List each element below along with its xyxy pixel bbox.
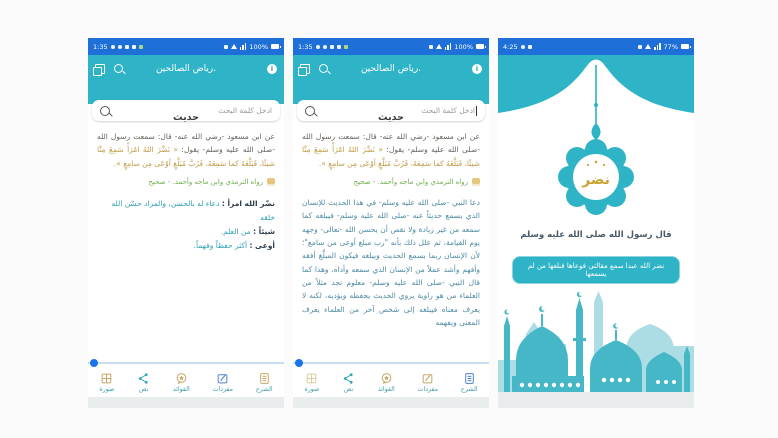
hadith-content [302, 104, 480, 364]
narration-intro: عن ابن مسعود -رضي الله عنه- قال: سمعت رسول الله -صلى الله عليه وسلم- يقول: [302, 132, 480, 155]
status-bar [498, 38, 694, 55]
tab-label: صورة [304, 386, 320, 393]
document-lines-icon [463, 372, 476, 385]
hadith-text: « نَضَّرَ اللهُ امْرَأً سَمِعَ مِنَّا شيئًا، فَبَلَّغَهُ كما سَمِعَهُ، فَرُبَّ مُبَلَّغٍ أوْعَى مِن سامِعٍ ». [97, 145, 275, 168]
tab-nass[interactable] [342, 372, 355, 393]
tab-label: الشرح [255, 386, 273, 393]
mosque-skyline-artwork [498, 288, 694, 392]
status-bar [293, 38, 489, 55]
svg-text:نضر: نضر [582, 172, 610, 188]
share-icon [342, 372, 355, 385]
status-time: 1:35 [93, 42, 108, 51]
hadith-seekbar[interactable] [88, 362, 284, 364]
hadith-seekbar[interactable] [293, 362, 489, 364]
notification-icon [337, 45, 341, 49]
image-grid-icon [305, 372, 318, 385]
vocab-list [97, 197, 275, 253]
search-placeholder: ادخل كلمة البحث [421, 106, 475, 115]
tab-label: نص [138, 386, 149, 393]
tab-mufradat[interactable] [418, 372, 439, 393]
vocab-entry [97, 197, 275, 225]
attribution-text: رواه الترمذي وابن ماجه وأحمد. - صحيح [353, 178, 468, 187]
app-header [88, 55, 284, 115]
notification-icon [330, 45, 334, 49]
pages-icon[interactable] [300, 64, 310, 74]
wifi-icon [645, 44, 651, 49]
status-bar [88, 38, 284, 55]
document-pencil-icon [421, 372, 434, 385]
splash-hadith-quote: نضر الله عبدا سمع مقالتي فوعاها فبلغها من لم يسمعها [512, 256, 680, 284]
splash-caption: قال رسول الله صلى الله عليه وسلم [520, 230, 672, 240]
share-icon [137, 372, 150, 385]
book-badge-icon [267, 178, 275, 186]
wifi-icon [231, 44, 237, 49]
battery-icon [271, 44, 279, 49]
app-logo-rosette [558, 139, 634, 215]
notification-icon [118, 45, 122, 49]
vocab-term: شيئاً : [253, 226, 275, 236]
chat-star-icon [175, 372, 188, 385]
signal-icon [240, 43, 247, 50]
wifi-icon [436, 44, 442, 49]
battery-icon [476, 44, 484, 49]
document-lines-icon [258, 372, 271, 385]
vocab-entry [97, 239, 275, 253]
hadith-text: « نَضَّرَ اللهُ امْرَأً سَمِعَ مِنَّا شيئًا، فَبَلَّغَهُ كما سَمِعَهُ، فَرُبَّ مُبَلَّغٍ أوْعَى مِن سامِعٍ ». [302, 145, 480, 168]
tab-label: صورة [99, 386, 115, 393]
hadith-heading: حديث [173, 112, 199, 123]
vocab-definition: من العلم. [220, 226, 251, 236]
app-header [293, 55, 489, 115]
document-pencil-icon [216, 372, 229, 385]
info-icon[interactable]: i [267, 64, 277, 74]
tab-mufradat-active[interactable] [213, 372, 234, 393]
battery-percent: 100% [454, 42, 473, 51]
alarm-icon [224, 45, 228, 49]
status-time: 4:25 [503, 42, 518, 51]
battery-percent: 77% [663, 42, 678, 51]
tab-soura[interactable] [99, 372, 114, 393]
tab-label: الشرح [460, 386, 478, 393]
notification-icon [528, 45, 532, 49]
app-title: رياض الصالحين. [155, 63, 217, 74]
image-grid-icon [100, 372, 113, 385]
tab-sharh[interactable] [256, 372, 273, 393]
phone-screenshot-splash [498, 38, 694, 408]
search-icon[interactable] [319, 64, 328, 73]
vocab-entry [97, 225, 275, 239]
seekbar-thumb[interactable] [295, 359, 303, 367]
battery-icon [681, 44, 689, 49]
vocab-definition: أكثر حفظاً وفهماً. [193, 240, 248, 250]
signal-icon [445, 43, 452, 50]
notification-icon [344, 45, 348, 49]
notification-icon [139, 45, 143, 49]
hadith-paragraph [97, 130, 275, 170]
tab-fawaid[interactable] [173, 372, 190, 393]
hadith-heading: حديث [378, 112, 404, 123]
pages-icon[interactable] [95, 64, 105, 74]
phone-screenshot-vocab [88, 38, 284, 408]
alarm-icon [638, 45, 642, 49]
gesture-strip [293, 397, 489, 408]
search-icon[interactable] [114, 64, 123, 73]
tab-label: مفردات [417, 386, 439, 393]
tab-label: الفوائد [172, 386, 190, 393]
battery-percent: 100% [249, 42, 268, 51]
tab-sharh-active[interactable] [461, 372, 478, 393]
notification-icon [125, 45, 129, 49]
explanation-paragraph: دعا النبي -صلى الله عليه وسلم- في هذا الحديث للإنسان الذي يسمع حديثاً عنه -صلى الله عليه وسلم- فيبلغه كما سمعه من غير زيادة ولا نقص أن يحسن الله -تعالى- وجهه يوم القيامة، ثم علل ذلك بأنه "رب مبلغ أوعى من سامع"؛ لأن الإنسان ربما يسمع الحديث ويبلغه فيكون المبلَّغ أفقه وأفهم وأشد عملاً من الإنسان الذي سمعه وأداه، وهذا كما قال النبي -صلى الله عليه وسلم- معلوم تجد مثلاً من العلماء من هو راوية يروي الحديث يحفظه ويؤديه، لكنه لا يعرف معناه فيبلغه إلى شخص آخر من العلماء يعرف المعنى ويفهمه [302, 198, 480, 328]
hadith-content [97, 104, 275, 364]
tab-soura[interactable] [304, 372, 319, 393]
app-bar [293, 55, 489, 82]
bottom-nav [293, 368, 489, 397]
vocab-definition: دعاء له بالحسن، والمراد حسّن الله خلقه [111, 199, 275, 222]
phone-screenshot-explanation [293, 38, 489, 408]
hadith-paragraph [302, 130, 480, 170]
search-placeholder: ادخل كلمة البحث [218, 106, 272, 115]
vocab-term: نضّر الله امرأ : [221, 199, 275, 209]
notification-icon [111, 45, 115, 49]
vocab-term: أوعى : [249, 240, 275, 250]
notification-icon [323, 45, 327, 49]
attribution-row [97, 178, 275, 186]
attribution-row [302, 178, 480, 186]
narration-intro: عن ابن مسعود -رضي الله عنه- قال: سمعت رسول الله -صلى الله عليه وسلم- يقول: [97, 132, 275, 155]
notification-icon [132, 45, 136, 49]
tab-fawaid[interactable] [378, 372, 395, 393]
gesture-strip [88, 397, 284, 408]
status-time: 1:35 [298, 42, 313, 51]
notification-icon [316, 45, 320, 49]
app-title: رياض الصالحين. [360, 63, 422, 74]
book-badge-icon [472, 178, 480, 186]
tab-label: الفوائد [377, 386, 395, 393]
seekbar-thumb[interactable] [90, 359, 98, 367]
bottom-nav [88, 368, 284, 397]
alarm-icon [429, 45, 433, 49]
gesture-strip [498, 392, 694, 408]
info-icon[interactable]: i [472, 64, 482, 74]
tab-nass[interactable] [137, 372, 150, 393]
signal-icon [654, 43, 661, 50]
notification-icon [521, 45, 525, 49]
tab-label: نص [343, 386, 354, 393]
attribution-text: رواه الترمذي وابن ماجه وأحمد. - صحيح [148, 178, 263, 187]
mosque-dome-artwork [498, 55, 694, 218]
chat-star-icon [380, 372, 393, 385]
tab-label: مفردات [212, 386, 234, 393]
app-bar [88, 55, 284, 82]
